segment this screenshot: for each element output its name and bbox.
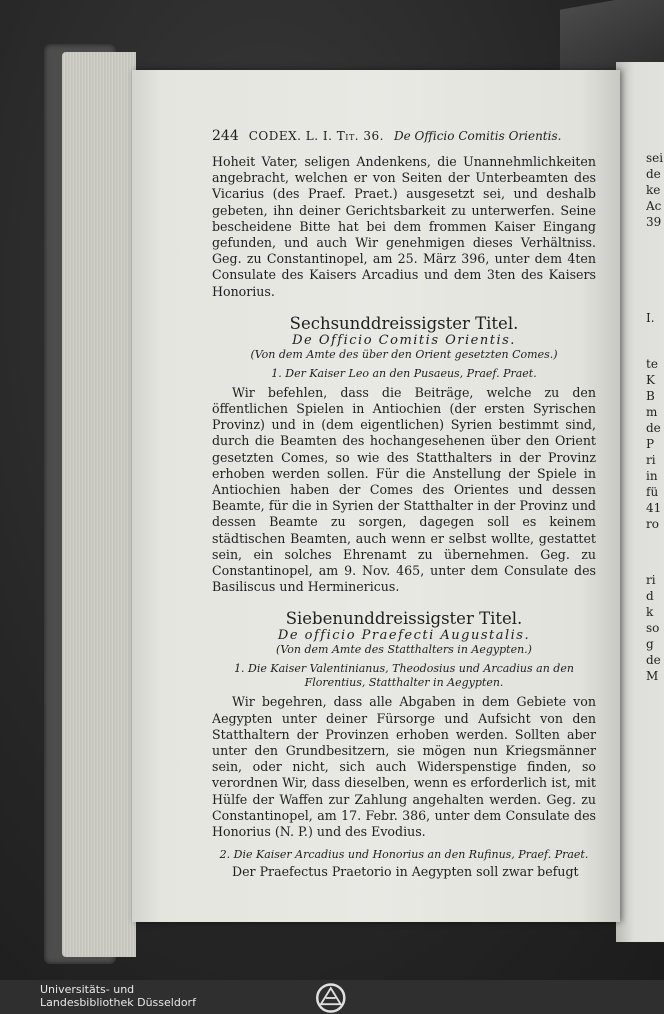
header-title: De Officio Comitis Orientis. [394,129,562,143]
fragment-line: fü [646,485,659,499]
section1-law-text: Wir befehlen, dass die Beiträge, welche zu den öffentlichen Spielen in Antiochien (der ersten Syrischen Provinz) und in (dem eigentlichen) Syrien bestimmt sind, durch die Beamten des hochangesehenen über den Orient gesetzten Comes, so wie des Statthalters in der Provinz erhoben werden sollen. Für die Anstellung der Spiele in Antiochien haben der Comes des Orientes und dessen Beamte, für die in Syrien der Statthalter in der Provinz und dessen Beamte zu sorgen, dagegen soll es keinem städtischen Beamten, auch wenn er selbst wollte, gestattet sein, ein solches Ehrenamt zu übernehmen. Geg. zu Constantinopel, am 9. Nov. 465, unter dem Consulate des Basiliscus und Herminericus. [212,384,596,595]
section2-german-title: (Von dem Amte des Statthalters in Aegypten.) [276,643,532,657]
library-name-line1: Universitäts- und [40,983,135,996]
fragment-line: de [646,653,661,667]
fragment-line: P [646,437,655,451]
fragment-line: so [646,621,660,635]
running-header [212,128,596,144]
fragment-line: ro [646,517,659,531]
fragment-line: ri [646,573,656,587]
codex-reference: CODEX. L. I. Tit. 36. [248,129,384,143]
section2-law-text: Wir begehren, dass alle Abgaben in dem Gebiete von Aegypten unter deiner Fürsorge und Aufsicht von den Statthaltern der Provinzen erhoben werden. Sollten aber unter den Grundbesitzern, sie mögen nun Kriegsmänner sein, oder nicht, sich auch Widerspenstige finden, so verordnen Wir, dass dieselben, wenn es erforderlich ist, mit Hülfe der Waffen zur Zahlung angehalten werden. Geg. zu Constantinopel, am 17. Febr. 386, unter dem Consulate des Honorius (N. P.) und des Evodius. [212,694,596,840]
fragment-line: K [646,373,655,387]
section2-title: Siebenunddreissigster Titel. [285,609,523,629]
main-text [212,154,596,881]
fragment-line: de [646,421,661,435]
section2-law2-heading: 2. Die Kaiser Arcadius und Honorius an den Rufinus, Praef. Praet. [219,848,589,862]
fragment-line: 39 [646,215,662,229]
page-edges [62,52,136,957]
section2-latin-title: De officio Praefecti Augustalis. [277,628,531,644]
section1-latin-title: De Officio Comitis Orientis. [292,332,516,348]
fragment-line: 41 [646,501,662,515]
fragment-line: M [646,669,659,683]
fragment-line: k [646,605,654,619]
fragment-line: ri [646,453,656,467]
fragment-line: m [646,405,658,419]
fragment-line: I. [646,311,655,325]
fragment-line: B [646,389,655,403]
page-number: 244 [212,128,239,144]
fragment-line: ke [646,183,661,197]
section1-german-title: (Von dem Amte des über den Orient gesetzten Comes.) [250,347,558,361]
fragment-line: de [646,167,661,181]
section2-law2-text: Der Praefectus Praetorio in Aegypten soll zwar befugt [232,864,579,880]
section2-law-heading: 1. Die Kaiser Valentinianus, Theodosius und Arcadius an den Florentius, Statthalter in Aegypten. [234,662,574,690]
opening-paragraph: Hoheit Vater, seligen Andenkens, die Unannehmlichkeiten angebracht, welchen er von Seiten der Unterbeamten des Vicarius (des Praef. Praet.) ausgesetzt sei, und deshalb gebeten, ihn deiner Gerichtsbarkeit zu unterwerfen. Seine bescheidene Bitte hat bei dem frommen Kaiser Eingang gefunden, und auch Wir genehmigen dieses Verhältniss. Geg. zu Constantinopel, am 25. März 396, unter dem 4ten Consulate des Kaisers Arcadius und dem 3ten des Kaisers Honorius. [212,154,596,299]
fragment-line: g [646,637,654,651]
library-name [40,983,196,1009]
fragment-line: d [646,589,654,603]
facing-page-fragments [646,150,664,684]
fragment-line: te [646,357,658,371]
section1-title: Sechsunddreissigster Titel. [289,313,519,333]
fragment-line: Ac [646,199,662,213]
fragment-line: sei [646,151,664,165]
section1-law-heading: 1. Der Kaiser Leo an den Pusaeus, Praef. Praet. [271,366,537,380]
library-name-line2: Landesbibliothek Düsseldorf [40,996,196,1009]
fragment-line: in [646,469,658,483]
